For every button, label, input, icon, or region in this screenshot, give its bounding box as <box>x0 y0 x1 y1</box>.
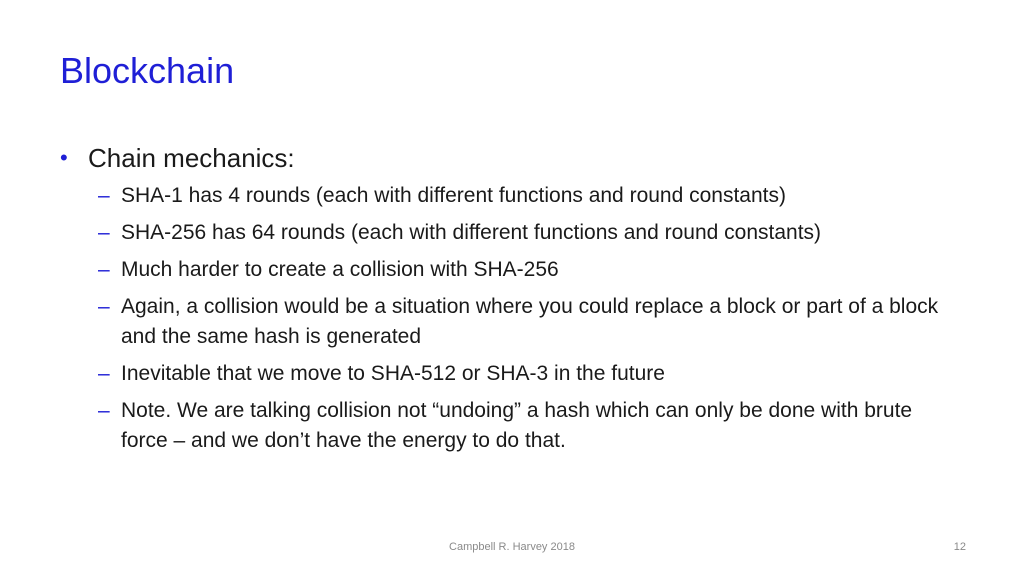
sub-bullet <box>98 255 980 285</box>
dash-icon: – <box>98 184 110 207</box>
bullet-dot-icon: • <box>60 145 68 170</box>
sub-bullet-text: SHA-256 has 64 rounds (each with different functions and round constants) <box>121 221 822 244</box>
sub-bullet <box>98 359 980 389</box>
sub-bullet <box>98 181 980 211</box>
main-bullet <box>60 141 980 175</box>
dash-icon: – <box>98 221 110 244</box>
slide-content <box>60 141 980 463</box>
slide-title: Blockchain <box>60 50 235 91</box>
dash-icon: – <box>98 258 110 281</box>
main-bullet-text: Chain mechanics: <box>88 143 295 173</box>
sub-bullet <box>98 396 980 456</box>
sub-bullet-text: SHA-1 has 4 rounds (each with different functions and round constants) <box>121 184 786 207</box>
dash-icon: – <box>98 399 110 422</box>
sub-bullet-text: Again, a collision would be a situation where you could replace a block or part of a block and the same hash is generated <box>121 295 939 348</box>
sub-bullet-list <box>98 181 980 456</box>
slide-footer: Campbell R. Harvey 2018 <box>449 541 575 553</box>
dash-icon: – <box>98 362 110 385</box>
page-number: 12 <box>953 541 966 553</box>
sub-bullet-text: Much harder to create a collision with SHA-256 <box>121 258 559 281</box>
dash-icon: – <box>98 295 110 318</box>
sub-bullet-text: Note. We are talking collision not “undoing” a hash which can only be done with brute force – and we don’t have the energy to do that. <box>121 399 913 452</box>
sub-bullet <box>98 292 980 352</box>
sub-bullet-text: Inevitable that we move to SHA-512 or SHA-3 in the future <box>121 362 665 385</box>
sub-bullet <box>98 218 980 248</box>
